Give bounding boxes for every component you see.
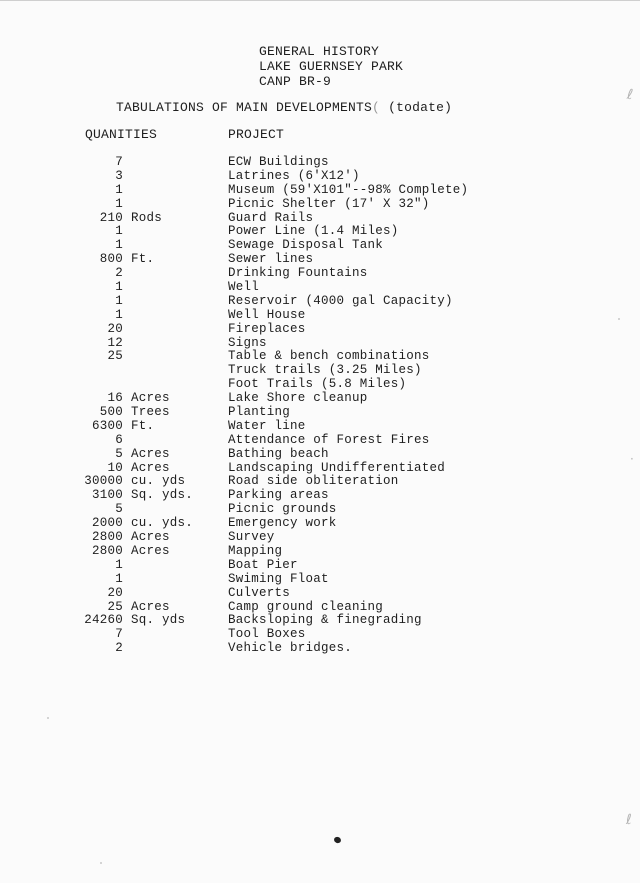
table-row — [0, 280, 640, 294]
row-project: Fireplaces — [228, 321, 306, 336]
row-quantity: 5 — [115, 502, 123, 517]
row-project: Tool Boxes — [228, 627, 306, 642]
header-line-camp: CANP BR-9 — [259, 74, 332, 89]
row-quantity: 10 — [107, 460, 123, 475]
developments-table — [0, 155, 640, 655]
row-quantity: 500 — [99, 405, 123, 420]
row-project: Road side obliteration — [228, 474, 399, 489]
row-project: Museum (59'X101"--98% Complete) — [228, 182, 469, 197]
row-quantity: 25 — [107, 349, 123, 364]
row-unit: Acres — [131, 391, 170, 406]
row-unit: Trees — [131, 405, 170, 420]
row-quantity: 1 — [115, 196, 123, 211]
table-row — [0, 544, 640, 558]
table-row — [0, 586, 640, 600]
table-row — [0, 294, 640, 308]
table-row — [0, 474, 640, 488]
row-project: Mapping — [228, 543, 283, 558]
row-unit: cu. yds — [131, 474, 186, 489]
column-header-quantities: QUANITIES — [85, 127, 158, 142]
row-unit: Acres — [131, 446, 170, 461]
row-project: Attendance of Forest Fires — [228, 432, 430, 447]
table-row — [0, 155, 640, 169]
row-quantity: 1 — [115, 280, 123, 295]
row-quantity: 25 — [107, 599, 123, 614]
row-unit: Acres — [131, 530, 170, 545]
table-row — [0, 377, 640, 391]
row-quantity: 20 — [107, 321, 123, 336]
header-line-park-name: LAKE GUERNSEY PARK — [259, 59, 404, 74]
row-project: Parking areas — [228, 488, 329, 503]
row-quantity: 1 — [115, 182, 123, 197]
table-row — [0, 433, 640, 447]
paper-speck — [618, 318, 620, 320]
row-project: Table & bench combinations — [228, 349, 430, 364]
table-row — [0, 211, 640, 225]
row-quantity: 1 — [115, 238, 123, 253]
row-unit: cu. yds. — [131, 516, 194, 531]
row-unit: Acres — [131, 599, 170, 614]
row-quantity: 2 — [115, 266, 123, 281]
row-project: Sewer lines — [228, 252, 314, 267]
table-row — [0, 405, 640, 419]
row-quantity: 2800 — [91, 530, 123, 545]
row-quantity: 5 — [115, 446, 123, 461]
tabulations-heading — [116, 100, 452, 115]
row-unit: Rods — [131, 210, 163, 225]
row-quantity: 2800 — [91, 543, 123, 558]
table-row — [0, 322, 640, 336]
table-row — [0, 572, 640, 586]
row-quantity: 2 — [115, 641, 123, 656]
margin-pencil-mark: ℓ — [626, 812, 632, 828]
table-row — [0, 391, 640, 405]
table-row — [0, 613, 640, 627]
row-project: Drinking Fountains — [228, 266, 368, 281]
row-project: Reservoir (4000 gal Capacity) — [228, 293, 453, 308]
row-unit: Ft. — [131, 418, 155, 433]
row-quantity: 6300 — [91, 418, 123, 433]
header-line-general-history: GENERAL HISTORY — [259, 44, 380, 59]
row-project: Power Line (1.4 Miles) — [228, 224, 399, 239]
row-project: Culverts — [228, 585, 291, 600]
row-quantity: 7 — [115, 627, 123, 642]
margin-pencil-mark: ℓ — [625, 86, 634, 104]
document-header — [259, 44, 403, 89]
paper-speck — [100, 862, 102, 864]
table-row — [0, 419, 640, 433]
row-project: Camp ground cleaning — [228, 599, 384, 614]
row-project: Lake Shore cleanup — [228, 391, 368, 406]
row-project: Swiming Float — [228, 571, 329, 586]
row-quantity: 1 — [115, 571, 123, 586]
row-quantity: 7 — [115, 155, 123, 169]
row-project: Latrines (6'X12') — [228, 168, 360, 183]
row-quantity: 800 — [99, 252, 123, 267]
row-project: Water line — [228, 418, 306, 433]
tabulations-paren: ( — [372, 100, 381, 115]
row-project: Boat Pier — [228, 557, 298, 572]
row-quantity: 2000 — [91, 516, 123, 531]
paper-speck — [47, 717, 49, 719]
tabulations-suffix: (todate) — [388, 100, 453, 115]
table-row — [0, 627, 640, 641]
table-row — [0, 349, 640, 363]
table-row — [0, 516, 640, 530]
row-project: Picnic Shelter (17' X 32") — [228, 196, 430, 211]
row-project: Emergency work — [228, 516, 337, 531]
row-project: Guard Rails — [228, 210, 314, 225]
table-row — [0, 600, 640, 614]
column-header-project: PROJECT — [228, 127, 285, 142]
table-row — [0, 169, 640, 183]
row-unit: Ft. — [131, 252, 155, 267]
row-quantity: 12 — [107, 335, 123, 350]
table-row — [0, 224, 640, 238]
row-quantity: 6 — [115, 432, 123, 447]
row-project: Planting — [228, 405, 291, 420]
table-row — [0, 197, 640, 211]
margin-pencil-mark: · — [630, 452, 634, 466]
row-unit: Sq. yds — [131, 613, 186, 628]
row-project: Foot Trails (5.8 Miles) — [228, 377, 407, 392]
ink-dot — [333, 836, 342, 844]
row-project: Signs — [228, 335, 267, 350]
row-quantity: 1 — [115, 307, 123, 322]
row-unit: Acres — [131, 543, 170, 558]
row-project: Well — [228, 280, 260, 295]
row-project: Bathing beach — [228, 446, 329, 461]
row-quantity: 3100 — [91, 488, 123, 503]
row-project: Well House — [228, 307, 306, 322]
row-project: Truck trails (3.25 Miles) — [228, 363, 422, 378]
row-project: Vehicle bridges. — [228, 641, 353, 656]
table-row — [0, 447, 640, 461]
row-project: Backsloping & finegrading — [228, 613, 422, 628]
row-quantity: 16 — [107, 391, 123, 406]
row-project: Survey — [228, 530, 275, 545]
row-project: Sewage Disposal Tank — [228, 238, 384, 253]
table-row — [0, 238, 640, 252]
table-row — [0, 558, 640, 572]
row-quantity: 20 — [107, 585, 123, 600]
row-quantity: 1 — [115, 557, 123, 572]
table-row — [0, 308, 640, 322]
table-row — [0, 252, 640, 266]
page-top-edge — [0, 0, 640, 1]
row-quantity: 3 — [115, 168, 123, 183]
row-project: Landscaping Undifferentiated — [228, 460, 446, 475]
table-row — [0, 530, 640, 544]
table-row — [0, 641, 640, 655]
row-unit: Sq. yds. — [131, 488, 194, 503]
row-quantity: 24260 — [84, 613, 123, 628]
row-project: Picnic grounds — [228, 502, 337, 517]
table-row — [0, 183, 640, 197]
table-row — [0, 363, 640, 377]
table-row — [0, 336, 640, 350]
row-quantity: 210 — [99, 210, 123, 225]
row-quantity: 1 — [115, 224, 123, 239]
row-quantity: 1 — [115, 293, 123, 308]
tabulations-title: TABULATIONS OF MAIN DEVELOPMENTS — [116, 100, 373, 115]
table-row — [0, 502, 640, 516]
row-unit: Acres — [131, 460, 170, 475]
table-row — [0, 488, 640, 502]
row-project: ECW Buildings — [228, 155, 329, 169]
table-row — [0, 461, 640, 475]
table-row — [0, 266, 640, 280]
row-quantity: 30000 — [84, 474, 123, 489]
